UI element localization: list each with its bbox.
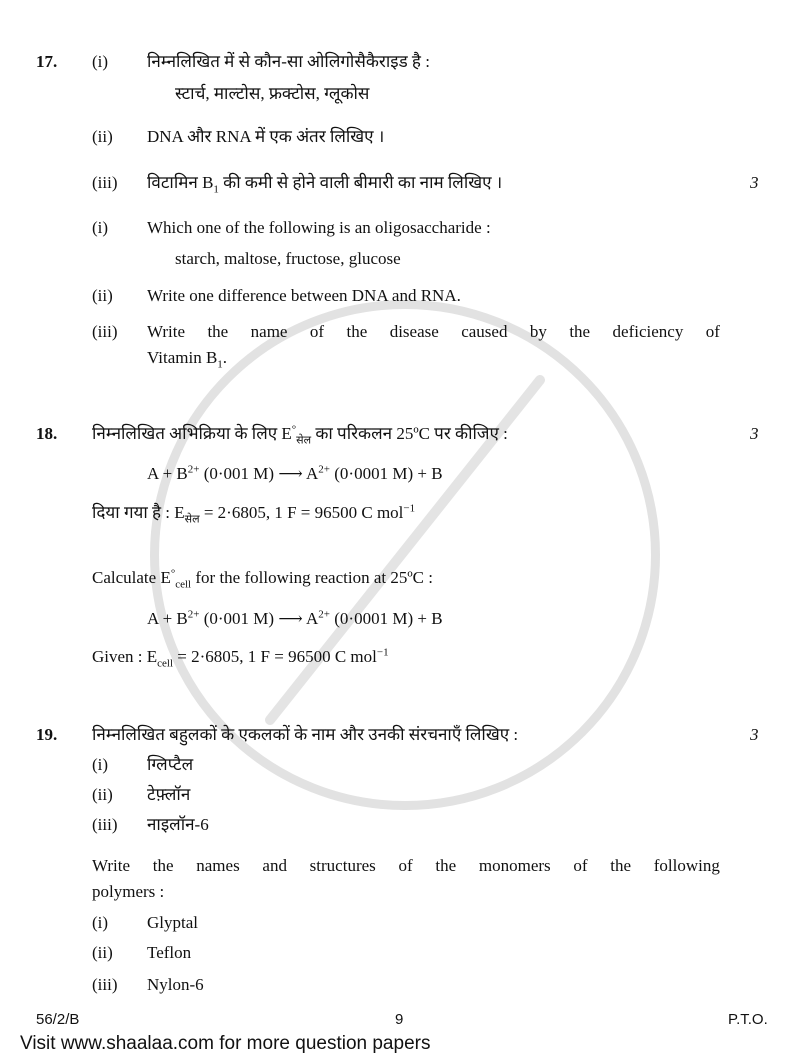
pto-label: P.T.O. (728, 1011, 768, 1028)
subscript: cell (157, 657, 174, 670)
item-text: ग्लिप्टैल (147, 755, 194, 774)
item-text: टेफ़्लॉन (147, 785, 191, 804)
part-label: (iii) (92, 173, 118, 192)
superscript: 2+ (318, 608, 331, 621)
word: names (196, 856, 240, 875)
text: Vitamin B (147, 348, 218, 367)
part-label: (ii) (92, 785, 113, 804)
marks: 3 (750, 725, 759, 744)
given-text (92, 646, 389, 670)
question-text: DNA और RNA में एक अंतर लिखिए । (147, 127, 385, 146)
question-text (92, 423, 508, 447)
word: of (309, 322, 325, 341)
superscript: ° (170, 567, 176, 580)
question-text: Write one difference between DNA and RNA. (147, 286, 461, 305)
part-label: (iii) (92, 322, 118, 341)
page-number: 9 (395, 1011, 404, 1028)
visit-link[interactable]: Visit www.shaalaa.com for more question papers (20, 1033, 431, 1054)
word: of (573, 856, 588, 875)
word: Write (147, 322, 186, 341)
question-number: 19. (36, 725, 58, 744)
item-text: नाइलॉन-6 (147, 815, 209, 834)
word: of (398, 856, 413, 875)
part-label: (i) (92, 755, 109, 774)
subscript: सेल (184, 513, 200, 526)
superscript: −1 (376, 646, 389, 659)
text: (0·0001 M) + B (330, 464, 443, 483)
question-number: 18. (36, 424, 58, 443)
word: deficiency (612, 322, 684, 341)
text: for the following reaction at 25ºC : (191, 568, 433, 587)
question-text: polymers : (92, 882, 165, 901)
text: Given : E (92, 647, 158, 666)
text: Calculate E (92, 568, 171, 587)
part-label: (iii) (92, 975, 118, 994)
superscript: 2+ (187, 463, 200, 476)
subscript: 1 (213, 183, 219, 196)
word: and (262, 856, 287, 875)
question-text: निम्नलिखित बहुलकों के एकलकों के नाम और उनकी संरचनाएँ लिखिए : (92, 725, 519, 744)
item-text: Teflon (147, 943, 192, 962)
word: the (346, 322, 368, 341)
word: the (569, 322, 591, 341)
text: A + B (147, 464, 188, 483)
part-label: (ii) (92, 943, 113, 962)
superscript: 2+ (187, 608, 200, 621)
options-text: starch, maltose, fructose, glucose (175, 249, 401, 268)
text: = 2·6805, 1 F = 96500 C mol (199, 503, 404, 522)
text: (0·001 M) ⟶ A (199, 464, 319, 483)
reaction-equation (147, 609, 443, 629)
word: caused (461, 322, 508, 341)
word: the (207, 322, 229, 341)
text: (0·001 M) ⟶ A (199, 609, 319, 628)
superscript: −1 (403, 502, 416, 515)
word: following (653, 856, 720, 875)
word: name (250, 322, 288, 341)
question-text (147, 322, 720, 342)
question-text: Which one of the following is an oligosaccharide : (147, 218, 491, 237)
word: monomers (478, 856, 551, 875)
word: the (435, 856, 457, 875)
text: का परिकलन 25ºC पर कीजिए : (311, 424, 508, 443)
question-text (147, 348, 228, 371)
text: की कमी से होने वाली बीमारी का नाम लिखिए । (218, 173, 503, 192)
question-text (92, 856, 720, 876)
part-label: (ii) (92, 286, 113, 305)
question-text (147, 173, 503, 196)
part-label: (i) (92, 218, 109, 237)
question-number: 17. (36, 52, 58, 71)
text: = 2·6805, 1 F = 96500 C mol (173, 647, 377, 666)
options-text: स्टार्च, माल्टोस, फ्रक्टोस, ग्लूकोस (175, 84, 370, 103)
text: . (222, 348, 228, 367)
word: Write (92, 856, 131, 875)
question-text (92, 567, 433, 591)
question-text: निम्नलिखित में से कौन-सा ओलिगोसैकैराइड है : (147, 52, 430, 71)
subscript: cell (175, 578, 192, 591)
word: the (610, 856, 632, 875)
subscript: सेल (296, 434, 312, 447)
word: the (152, 856, 174, 875)
given-text (92, 502, 416, 526)
text: (0·0001 M) + B (330, 609, 443, 628)
text: दिया गया है : E (92, 503, 185, 522)
text: विटामिन B (147, 173, 214, 192)
part-label: (ii) (92, 127, 113, 146)
item-text: Nylon-6 (147, 975, 204, 994)
text: A + B (147, 609, 188, 628)
reaction-equation (147, 464, 443, 484)
part-label: (iii) (92, 815, 118, 834)
superscript: 2+ (318, 463, 331, 476)
marks: 3 (750, 173, 759, 192)
word: by (529, 322, 547, 341)
part-label: (i) (92, 52, 109, 71)
word: disease (389, 322, 439, 341)
subscript: 1 (217, 358, 223, 371)
item-text: Glyptal (147, 913, 198, 932)
word: of (705, 322, 720, 341)
marks: 3 (750, 424, 759, 443)
part-label: (i) (92, 913, 109, 932)
superscript: ° (291, 423, 297, 436)
paper-code: 56/2/B (36, 1011, 80, 1028)
text: निम्नलिखित अभिक्रिया के लिए E (92, 424, 292, 443)
word: structures (309, 856, 376, 875)
